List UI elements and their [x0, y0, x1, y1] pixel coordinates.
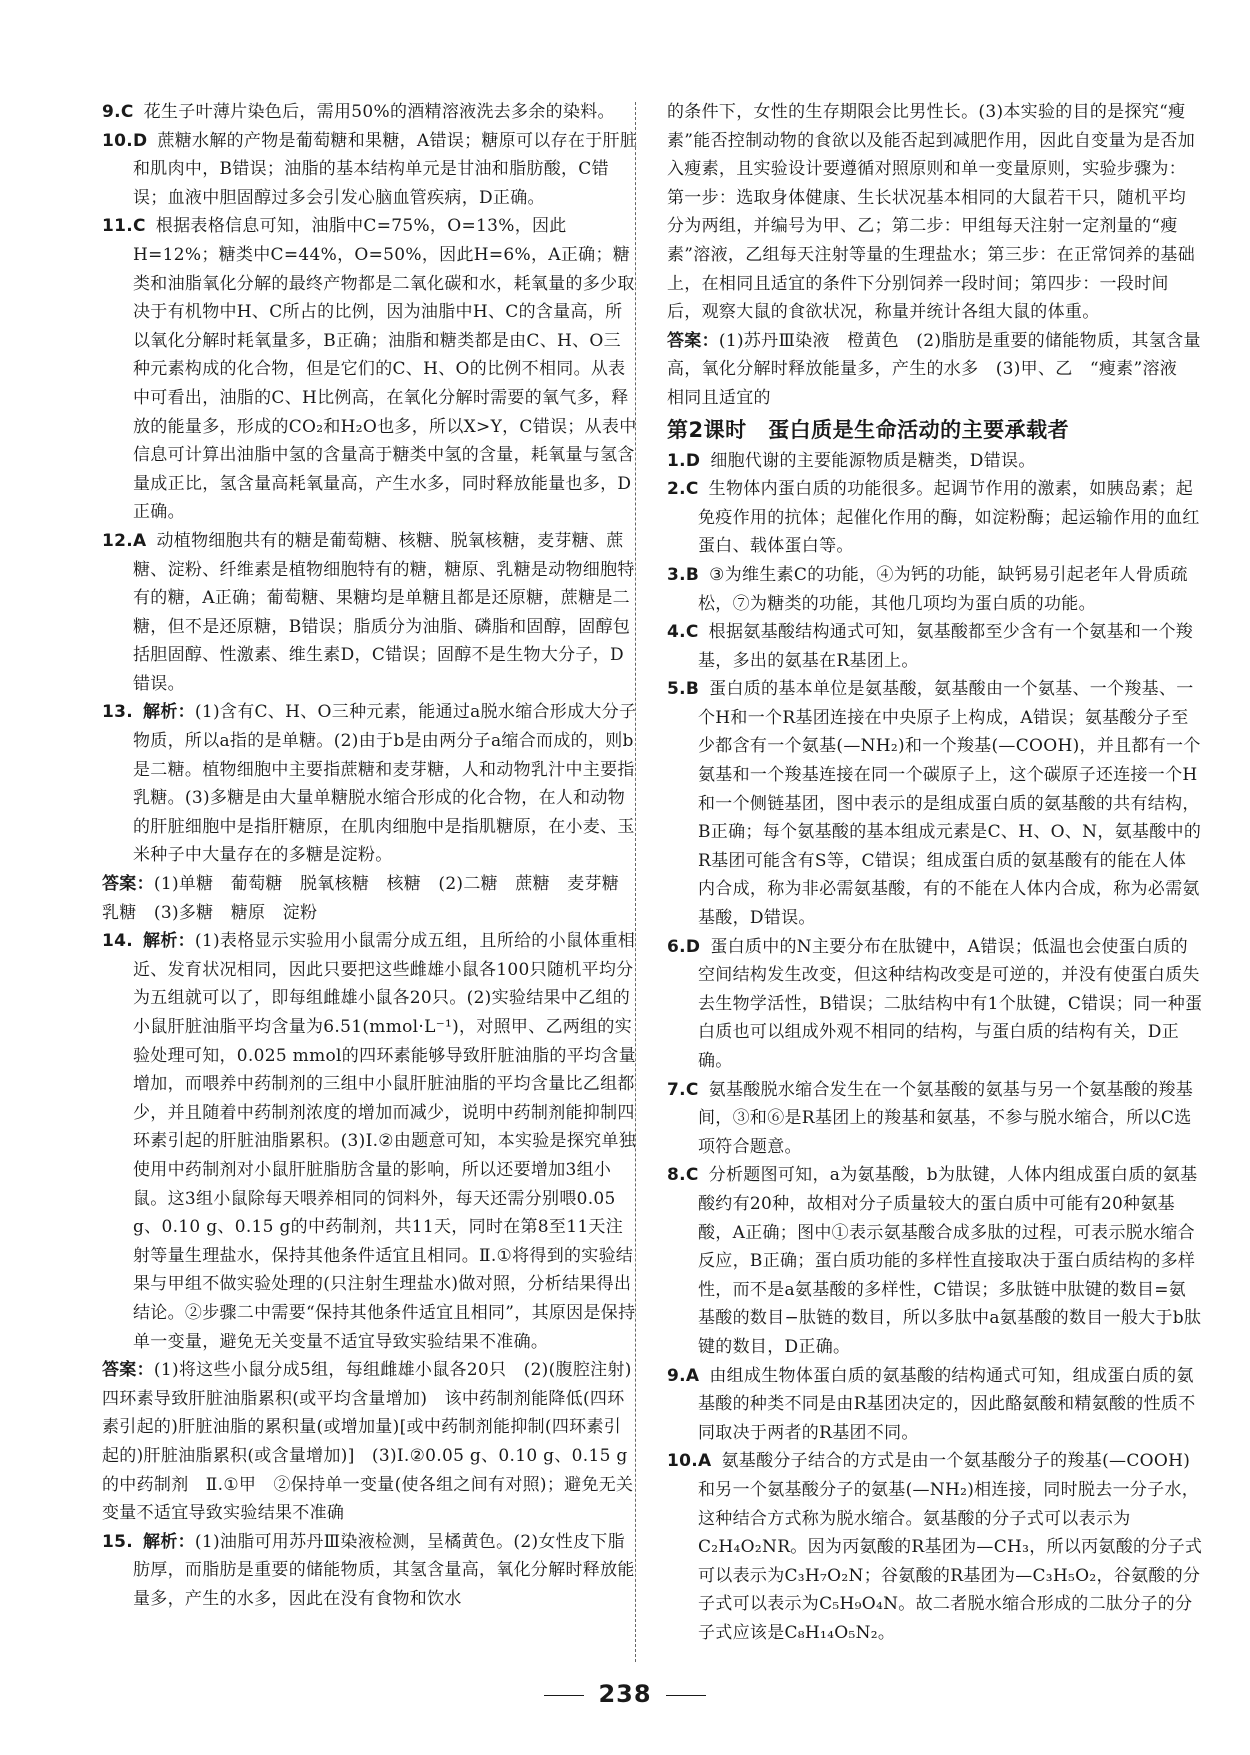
right-column: [667, 98, 1203, 1647]
answer-item-13: 13. 解析：(1)含有C、H、O三种元素，能通过a脱水缩合形成大分子物质，所以a指的是单糖。(2)由于b是由两分子a缩合而成的，则b是二糖。植物细胞中主要指蔗糖和麦芽糖，人和动物乳汁中主要指乳糖。(3)多糖是由大量单糖脱水缩合形成的化合物，在人和动物的肝脏细胞中是指肝糖原，在肌肉细胞中是指肌糖原，在小麦、玉米种子中大量存在的多糖是淀粉。: [102, 702, 637, 866]
answer-item-10: 10.D 蔗糖水解的产物是葡萄糖和果糖，A错误；糖原可以存在于肝脏和肌肉中，B错误；油脂的基本结构单元是甘油和脂肪酸，C错误；血液中胆固醇过多会引发心脑血管疾病，D正确。: [102, 130, 638, 208]
answer-13: 答案：(1)单糖 葡萄糖 脱氧核糖 核糖 (2)二糖 蔗糖 麦芽糖 乳糖 (3)多糖 糖原 淀粉: [102, 874, 637, 923]
answer-item-4: 4.C 根据氨基酸结构通式可知，氨基酸都至少含有一个氨基和一个羧基，多出的氨基在R基团上。: [667, 622, 1194, 671]
answer-item-12: 12.A 动植物细胞共有的糖是葡萄糖、核糖、脱氧核糖，麦芽糖、蔗糖、淀粉、纤维素是植物细胞特有的糖，糖原、乳糖是动物细胞特有的糖，A正确；葡萄糖、果糖均是单糖且都是还原糖，蔗糖是二糖，但不是还原糖，B错误；脂质分为油脂、磷脂和固醇，固醇包括胆固醇、性激素、维生素D，C错误；固醇不是生物大分子，D错误。: [102, 530, 635, 694]
dash-left: [544, 1695, 584, 1696]
answer-15: 答案：(1)苏丹Ⅲ染液 橙黄色 (2)脂肪是重要的储能物质，其氢含量高，氧化分解时释放能量多，产生的水多 (3)甲、乙 “瘦素”溶液 相同且适宜的: [667, 330, 1201, 408]
answer-item-15-continued: 的条件下，女性的生存期限会比男性长。(3)本实验的目的是探究“瘦素”能否控制动物的食欲以及能否起到减肥作用，因此自变量为是否加入瘦素，且实验设计要遵循对照原则和单一变量原则，实验步骤为：第一步：选取身体健康、生长状况基本相同的大鼠若干只，随机平均分为两组，并编号为甲、乙；第二步：甲组每天注射一定剂量的“瘦素”溶液，乙组每天注射等量的生理盐水；第三步：在正常饲养的基础上，在相同且适宜的条件下分别饲养一段时间；第四步：一段时间后，观察大鼠的食欲状况，称量并统计各组大鼠的体重。: [667, 102, 1195, 323]
left-column: [102, 98, 638, 1613]
answer-item-9: 9.C 花生子叶薄片染色后，需用50%的酒精溶液洗去多余的染料。: [102, 102, 615, 122]
answer-item-2: 2.C 生物体内蛋白质的功能很多。起调节作用的激素，如胰岛素；起免疫作用的抗体；起催化作用的酶，如淀粉酶；起运输作用的血红蛋白、载体蛋白等。: [667, 479, 1200, 557]
page-number: 238: [0, 1680, 1250, 1708]
answer-item-5: 5.B 蛋白质的基本单位是氨基酸，氨基酸由一个氨基、一个羧基、一个H和一个R基团连接在中央原子上构成，A错误；氨基酸分子至少都含有一个氨基(—NH₂)和一个羧基(—COOH)，并且都有一个氨基和一个羧基连接在同一个碳原子上，这个碳原子还连接一个H和一个侧链基团，图中表示的是组成蛋白质的氨基酸的共有结构，B正确；每个氨基酸的基本组成元素是C、H、O、N，氨基酸中的R基团可能含有S等，C错误；组成蛋白质的氨基酸有的能在人体内合成，称为非必需氨基酸，有的不能在人体内合成，称为必需氨基酸，D错误。: [667, 679, 1202, 929]
column-divider: [635, 102, 636, 1662]
section-heading: 第2课时 蛋白质是生命活动的主要承载者: [667, 417, 1070, 442]
answer-item-14: 14. 解析：(1)表格显示实验用小鼠需分成五组，且所给的小鼠体重相近、发育状况相同，因此只要把这些雌雄小鼠各100只随机平均分为五组就可以了，即每组雌雄小鼠各20只。(2)实验结果中乙组的小鼠肝脏油脂平均含量为6.51(mmol·L⁻¹)，对照甲、乙两组的实验处理可知，0.025 mmol的四环素能够导致肝脏油脂的平均含量增加，而喂养中药制剂的三组中小鼠肝脏油脂的平均含量比乙组都少，并且随着中药制剂浓度的增加而减少，说明中药制剂能抑制四环素引起的肝脏油脂累积。(3)Ⅰ.②由题意可知，本实验是探究单独使用中药制剂对小鼠肝脏脂肪含量的影响，所以还要增加3组小鼠。这3组小鼠除每天喂养相同的饲料外，每天还需分别喂0.05 g、0.10 g、0.15 g的中药制剂，共11天，同时在第8至11天注射等量生理盐水，保持其他条件适宜且相同。Ⅱ.①将得到的实验结果与甲组不做实验处理的(只注射生理盐水)做对照，分析结果得出结论。②步骤二中需要“保持其他条件适宜且相同”，其原因是保持单一变量，避免无关变量不适宜导致实验结果不准确。: [102, 931, 637, 1352]
answer-item-10b: 10.A 氨基酸分子结合的方式是由一个氨基酸分子的羧基(—COOH)和另一个氨基酸分子的氨基(—NH₂)相连接，同时脱去一分子水，这种结合方式称为脱水缩合。氨基酸的分子式可以表示为C₂H₄O₂NR。因为丙氨酸的R基团为—CH₃，所以丙氨酸的分子式可以表示为C₃H₇O₂N；谷氨酸的R基团为—C₃H₅O₂，谷氨酸的分子式可以表示为C₅H₉O₄N。故二者脱水缩合形成的二肽分子的分子式应该是C₈H₁₄O₅N₂。: [667, 1451, 1203, 1643]
answer-item-6: 6.D 蛋白质中的N主要分布在肽键中，A错误；低温也会使蛋白质的空间结构发生改变，但这种结构改变是可逆的，并没有使蛋白质失去生物学活性，B错误；二肽结构中有1个肽键，C错误；同一种蛋白质也可以组成外观不相同的结构，与蛋白质的结构有关，D正确。: [667, 936, 1203, 1071]
answer-item-8: 8.C 分析题图可知，a为氨基酸，b为肽键，人体内组成蛋白质的氨基酸约有20种，故相对分子质量较大的蛋白质中可能有20种氨基酸，A正确；图中①表示氨基酸合成多肽的过程，可表示脱水缩合反应，B正确；蛋白质功能的多样性直接取决于蛋白质结构的多样性，而不是a氨基酸的多样性，C错误；多肽链中肽键的数目=氨基酸的数目−肽链的数目，所以多肽中a氨基酸的数目一般大于b肽键的数目，D正确。: [667, 1165, 1202, 1357]
answer-item-7: 7.C 氨基酸脱水缩合发生在一个氨基酸的氨基与另一个氨基酸的羧基间，③和⑥是R基团上的羧基和氨基，不参与脱水缩合，所以C选项符合题意。: [667, 1079, 1194, 1157]
answer-item-3: 3.B ③为维生素C的功能，④为钙的功能，缺钙易引起老年人骨质疏松，⑦为糖类的功能，其他几项均为蛋白质的功能。: [667, 564, 1188, 614]
dash-right: [666, 1695, 706, 1696]
answer-14: 答案：(1)将这些小鼠分成5组，每组雌雄小鼠各20只 (2)(腹腔注射)四环素导致肝脏油脂累积(或平均含量增加) 该中药制剂能降低(四环素引起的)肝脏油脂的累积量(或增加量)[或中药制剂能抑制(四环素引起的)肝脏油脂累积(或含量增加)] (3)Ⅰ.②0.05 g、0.10 g、0.15 g的中药制剂 Ⅱ.①甲 ②保持单一变量(使各组之间有对照)；避免无关变量不适宜导致实验结果不准确: [102, 1360, 634, 1524]
answer-item-9b: 9.A 由组成生物体蛋白质的氨基酸的结构通式可知，组成蛋白质的氨基酸的种类不同是由R基团决定的，因此酪氨酸和精氨酸的性质不同取决于两者的R基团不同。: [667, 1365, 1196, 1443]
answer-item-11: 11.C 根据表格信息可知，油脂中C=75%，O=13%，因此H=12%；糖类中C=44%，O=50%，因此H=6%，A正确；糖类和油脂氧化分解的最终产物都是二氧化碳和水，耗氧量的多少取决于有机物中H、C所占的比例，因为油脂中H、C的含量高，所以氧化分解时耗氧量多，B正确；油脂和糖类都是由C、H、O三种元素构成的化合物，但是它们的C、H、O的比例不相同。从表中可看出，油脂的C、H比例高，在氧化分解时需要的氧气多，释放的能量多，形成的CO₂和H₂O也多，所以X>Y，C错误；从表中信息可计算出油脂中氢的含量高于糖类中氢的含量，耗氧量与氢含量成正比，氢含量高耗氧量高，产生水多，同时释放能量也多，D正确。: [102, 216, 637, 523]
answer-item-1: 1.D 细胞代谢的主要能源物质是糖类，D错误。: [667, 450, 1036, 471]
answer-item-15: 15. 解析：(1)油脂可用苏丹Ⅲ染液检测，呈橘黄色。(2)女性皮下脂肪厚，而脂肪是重要的储能物质，其氢含量高，氧化分解时释放能量多，产生的水多，因此在没有食物和饮水: [102, 1531, 635, 1609]
